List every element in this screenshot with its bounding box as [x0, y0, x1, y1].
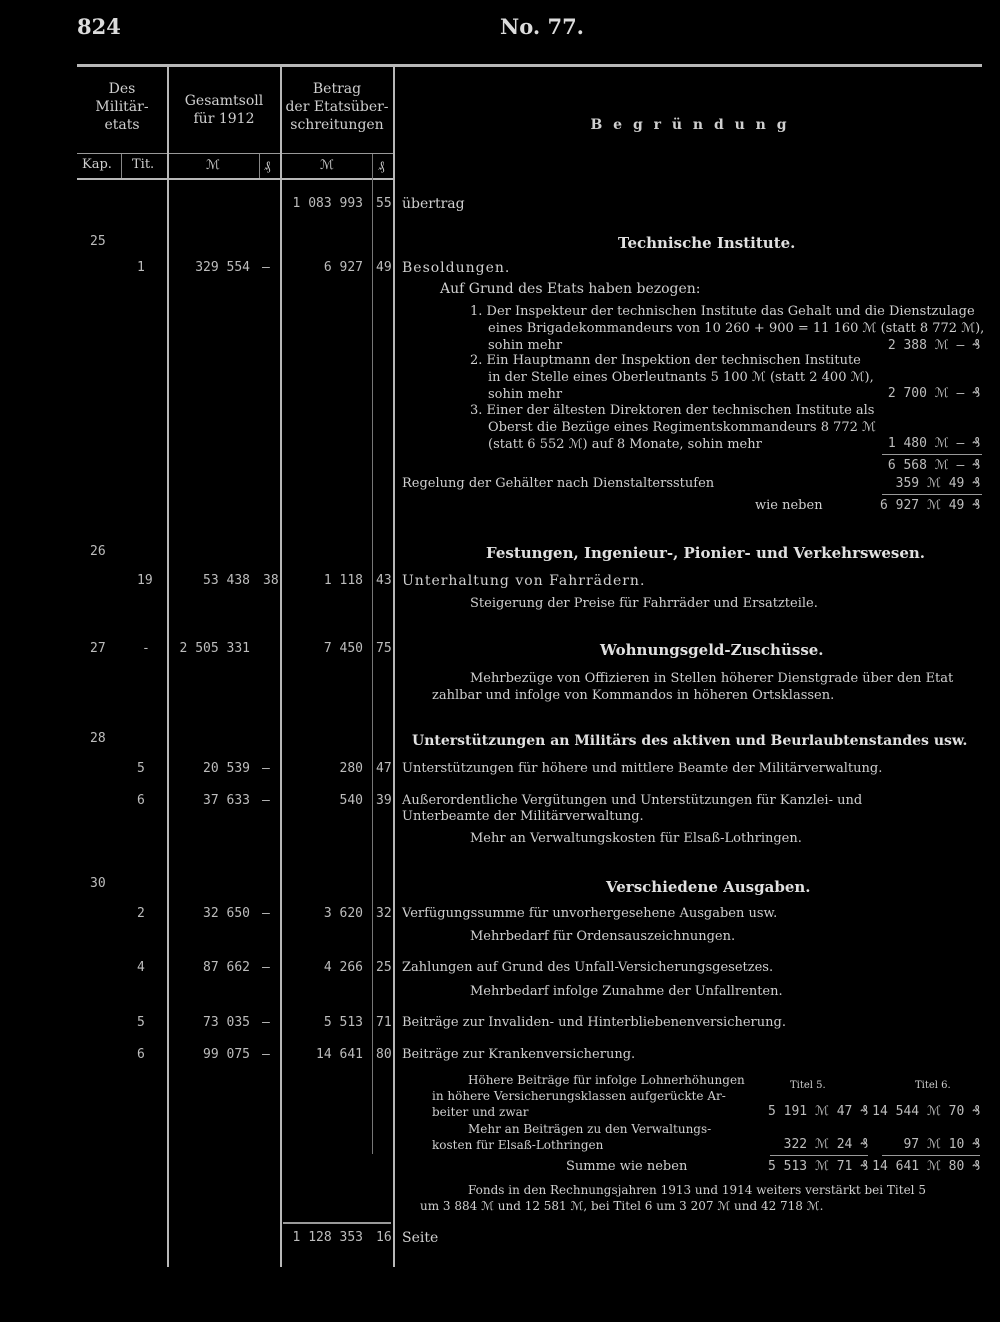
amount-30-6: 14 641: [316, 1047, 363, 1062]
amount-25-1: 6 927: [323, 260, 363, 275]
amount-27: 7 450: [323, 641, 363, 656]
tit-26-19: 19: [137, 573, 153, 588]
total-pf-30-2: —: [262, 906, 270, 921]
kap-25: 25: [90, 234, 106, 249]
carry-label: übertrag: [402, 196, 465, 212]
col-head-titel6: Titel 6.: [915, 1080, 951, 1091]
note-28-6: Mehr an Verwaltungskosten für Elsaß-Lothringen.: [470, 831, 802, 846]
tit-28-6: 6: [137, 793, 145, 808]
item1-val: 2 388 ℳ — ₰: [887, 338, 980, 353]
col-divider-1: [167, 67, 169, 1267]
header-pf-1: ₰: [264, 159, 271, 174]
tit-30-4: 4: [137, 960, 145, 975]
sum-val-25-1: 6 927 ℳ 49 ₰: [880, 498, 980, 513]
total-30-5: 73 035: [203, 1015, 250, 1030]
sum-rule-25-1: [882, 494, 982, 495]
item2-val: 2 700 ℳ — ₰: [887, 386, 980, 401]
subtotal-25-1: 6 568 ℳ — ₰: [887, 458, 980, 473]
kv-line2-v5: 322 ℳ 24 ₰: [783, 1137, 868, 1152]
kv-sum-label: Summe wie neben: [566, 1159, 688, 1174]
header-pf-2: ₰: [378, 159, 385, 174]
total-30-4: 87 662: [203, 960, 250, 975]
total-pf-26-19: 38: [263, 573, 279, 588]
pf-30-4: 25: [376, 960, 392, 975]
label-30-2: Verfügungssumme für unvorhergesehene Ausgaben usw.: [402, 906, 778, 921]
kv-line1-v6: 14 544 ℳ 70 ₰: [872, 1104, 980, 1119]
label-28-6: Außerordentliche Vergütungen und Unterstützungen für Kanzlei- und Unterbeamte der Militärverwaltung.: [402, 793, 863, 824]
footer-amount: 1 128 353: [292, 1230, 363, 1245]
subtotal-rule: [882, 454, 982, 455]
item2-25-1: 2. Ein Hauptmann der Inspektion der technischen Institute in der Stelle eines Oberleutnants 5 100 ℳ (statt 2 400 ℳ), sohin mehr: [470, 353, 874, 402]
col-divider-3: [393, 67, 395, 1267]
label-30-4: Zahlungen auf Grund des Unfall-Versicherungsgesetzes.: [402, 960, 774, 975]
tit-30-2: 2: [137, 906, 145, 921]
total-pf-28-5: —: [262, 761, 270, 776]
note-30-4: Mehrbedarf infolge Zunahme der Unfallrenten.: [470, 984, 783, 999]
carry-pf: 55: [376, 196, 392, 211]
kap-28: 28: [90, 731, 106, 746]
pf-30-2: 32: [376, 906, 392, 921]
note-30-6: Fonds in den Rechnungsjahren 1913 und 1914 weiters verstärkt bei Titel 5 um 3 884 ℳ und 12 581 ℳ, bei Titel 6 um 3 207 ℳ und 42 718 ℳ.: [420, 1183, 926, 1213]
tit-25-1: 1: [137, 260, 145, 275]
label-25-1: Besoldungen.: [402, 260, 511, 276]
total-30-2: 32 650: [203, 906, 250, 921]
kap-26: 26: [90, 544, 106, 559]
kv-line1-v5: 5 191 ℳ 47 ₰: [768, 1104, 868, 1119]
kv-sum-v5: 5 513 ℳ 71 ₰: [768, 1159, 868, 1174]
footer-sum-rule: [283, 1222, 391, 1224]
subheader-rule: [77, 153, 395, 154]
total-26-19: 53 438: [203, 573, 250, 588]
total-25-1: 329 554: [195, 260, 250, 275]
pf-30-6: 80: [376, 1047, 392, 1062]
note-27: Mehrbezüge von Offizieren in Stellen höherer Dienstgrade über den Etat zahlbar und infolge von Kommandos in höheren Ortsklassen.: [432, 671, 954, 703]
col-divider-kap: [121, 154, 122, 178]
note-30-2: Mehrbedarf für Ordensauszeichnungen.: [470, 929, 736, 944]
total-pf-28-6: —: [262, 793, 270, 808]
tit-28-5: 5: [137, 761, 145, 776]
total-pf-25-1: —: [262, 260, 270, 275]
col-divider-pf2: [372, 154, 373, 1154]
reg-val-25-1: 359 ℳ 49 ₰: [895, 476, 980, 491]
kap-27: 27: [90, 641, 106, 656]
header-bottom-rule: [77, 178, 395, 180]
item1-25-1: 1. Der Inspekteur der technischen Institute das Gehalt und die Dienstzulage eines Brigadekommandeurs von 10 260 + 900 = 11 160 ℳ (statt 8 772 ℳ), sohin mehr: [470, 304, 985, 353]
total-pf-30-6: —: [262, 1047, 270, 1062]
document-number: No. 77.: [500, 14, 584, 39]
tit-27: -: [142, 641, 150, 656]
pf-30-5: 71: [376, 1015, 392, 1030]
kv-sum-v6: 14 641 ℳ 80 ₰: [872, 1159, 980, 1174]
section-title-27: Wohnungsgeld-Zuschüsse.: [600, 641, 824, 659]
header-mark-1: ℳ: [206, 158, 220, 173]
pf-27: 75: [376, 641, 392, 656]
amount-30-2: 3 620: [323, 906, 363, 921]
kv-sum-rule-5: [770, 1155, 868, 1156]
pf-28-6: 39: [376, 793, 392, 808]
kv-line2-label: Mehr an Beiträgen zu den Verwaltungs- kosten für Elsaß-Lothringen: [432, 1122, 712, 1152]
header-military: Des Militär- etats: [95, 81, 149, 133]
note-26-19: Steigerung der Preise für Fahrräder und Ersatzteile.: [470, 596, 818, 611]
footer-label: Seite: [402, 1230, 439, 1246]
footer-pf: 16: [376, 1230, 392, 1245]
amount-28-5: 280: [339, 761, 363, 776]
section-title-28: Unterstützungen an Militärs des aktiven und Beurlaubtenstandes usw.: [412, 733, 968, 749]
col-divider-2: [280, 67, 282, 1267]
header-tit: Tit.: [132, 157, 155, 172]
label-30-6: Beiträge zur Krankenversicherung.: [402, 1047, 636, 1062]
kv-line2-v6: 97 ℳ 10 ₰: [903, 1137, 980, 1152]
col-divider-pf1: [259, 154, 260, 178]
header-reason: B e g r ü n d u n g: [590, 117, 790, 133]
kv-line1-label: Höhere Beiträge für infolge Lohnerhöhungen in höhere Versicherungsklassen aufgerückte Ar- beiter und zwar: [432, 1073, 745, 1119]
section-title-25: Technische Institute.: [618, 234, 796, 252]
total-pf-30-4: —: [262, 960, 270, 975]
reg-label-25-1: Regelung der Gehälter nach Dienstaltersstufen: [402, 476, 715, 491]
header-kap: Kap.: [82, 157, 112, 172]
tit-30-6: 6: [137, 1047, 145, 1062]
header-mark-2: ℳ: [320, 158, 334, 173]
pf-26-19: 43: [376, 573, 392, 588]
total-28-6: 37 633: [203, 793, 250, 808]
total-28-5: 20 539: [203, 761, 250, 776]
kap-30: 30: [90, 876, 106, 891]
label-30-5: Beiträge zur Invaliden- und Hinterbliebenenversicherung.: [402, 1015, 786, 1030]
table-top-rule: [77, 64, 982, 67]
section-title-30: Verschiedene Ausgaben.: [606, 878, 811, 896]
amount-26-19: 1 118: [323, 573, 363, 588]
label-26-19: Unterhaltung von Fahrrädern.: [402, 573, 646, 589]
amount-30-5: 5 513: [323, 1015, 363, 1030]
pf-25-1: 49: [376, 260, 392, 275]
amount-28-6: 540: [339, 793, 363, 808]
total-pf-30-5: —: [262, 1015, 270, 1030]
item3-val: 1 480 ℳ — ₰: [887, 436, 980, 451]
carry-amount: 1 083 993: [292, 196, 363, 211]
total-30-6: 99 075: [203, 1047, 250, 1062]
item3-25-1: 3. Einer der ältesten Direktoren der technischen Institute als Oberst die Bezüge eines Regimentskommandeurs 8 772 ℳ (statt 6 552 ℳ) auf 8 Monate, sohin mehr: [470, 403, 876, 452]
header-excess: Betrag der Etatsüber- schreitungen: [285, 81, 389, 133]
header-total: Gesamtsoll für 1912: [184, 93, 264, 127]
pf-28-5: 47: [376, 761, 392, 776]
tit-30-5: 5: [137, 1015, 145, 1030]
section-title-26: Festungen, Ingenieur-, Pionier- und Verkehrswesen.: [486, 544, 925, 562]
intro-25-1: Auf Grund des Etats haben bezogen:: [440, 281, 701, 297]
total-27: 2 505 331: [179, 641, 250, 656]
sum-label-25-1: wie neben: [755, 498, 823, 513]
col-head-titel5: Titel 5.: [790, 1080, 826, 1091]
page-number: 824: [77, 14, 121, 39]
kv-sum-rule-6: [882, 1155, 980, 1156]
label-28-5: Unterstützungen für höhere und mittlere Beamte der Militärverwaltung.: [402, 761, 883, 776]
amount-30-4: 4 266: [323, 960, 363, 975]
